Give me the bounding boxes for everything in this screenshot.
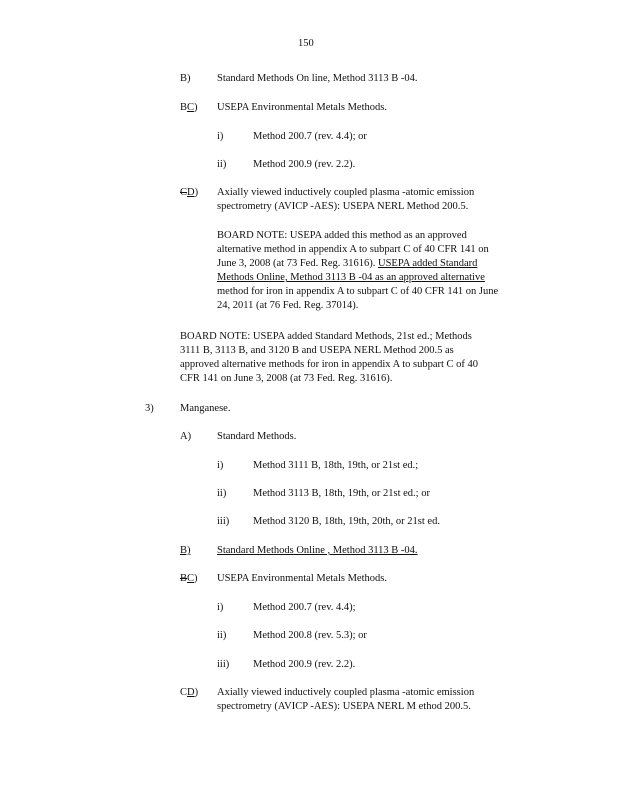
item-text-b: Standard Methods On line, Method 3113 B -04. [217,73,418,84]
board-note-line: 24, 2011 (at 76 Fed. Reg. 37014). [217,300,359,311]
deleted-letter: C [180,187,188,198]
item-label-cd [180,686,198,700]
section-title: Manganese. [180,403,231,414]
subitem-label: iii) [217,516,230,527]
item-label-bc [180,572,198,586]
subitem-label: i) [217,602,224,613]
item-text-line: spectrometry (AVICP -AES): USEPA NERL M ethod 200.5. [217,701,471,712]
subitem-text: Method 200.7 (rev. 4.4); or [253,131,367,142]
section-label: 3) [145,403,154,414]
board-note-text: June 3, 2008 (at 73 Fed. Reg. 31616). [217,258,378,269]
item-text-line: Axially viewed inductively coupled plasma -atomic emission [217,687,475,698]
subitem-label: i) [217,131,224,142]
item-text-bc: USEPA Environmental Metals Methods. [217,102,387,113]
subitem-text: Method 3111 B, 18th, 19th, or 21st ed.; [253,460,419,471]
inserted-letter: C [187,102,195,113]
label-paren: ) [194,187,199,198]
board-note-line: BOARD NOTE: USEPA added this method as an approved [217,230,467,241]
subitem-text: Method 3113 B, 18th, 19th, or 21st ed.; or [253,488,430,499]
subitem-label: ii) [217,159,227,170]
label-paren: ) [194,573,198,584]
board-note-line [217,257,477,271]
item-text: USEPA Environmental Metals Methods. [217,573,387,584]
inserted-item-text: Standard Methods Online , Method 3113 B -04. [217,545,418,556]
inserted-text: USEPA added Standard [377,258,478,269]
inserted-letter: C [187,573,195,584]
inserted-letter: D [187,187,195,198]
item-text-line: spectrometry (AVICP -AES): USEPA NERL Method 200.5. [217,201,469,212]
board-note-line: method for iron in appendix A to subpart C of 40 CFR 141 on June [217,286,499,297]
board-note-line: CFR 141 on June 3, 2008 (at 73 Fed. Reg. 31616). [180,373,393,384]
item-text-line: Axially viewed inductively coupled plasma -atomic emission [217,187,475,198]
board-note-line: approved alternative methods for iron in appendix A to subpart C of 40 [180,359,479,370]
subitem-label: i) [217,460,224,471]
subitem-text: Method 200.7 (rev. 4.4); [253,602,356,613]
board-note-line: BOARD NOTE: USEPA added Standard Methods, 21st ed.; Methods [180,331,472,342]
label-paren: ) [194,687,199,698]
inserted-letter: D [187,687,195,698]
deleted-letter: B [180,573,188,584]
board-note-line: alternative method in appendix A to subpart C of 40 CFR 141 on [217,244,489,255]
subitem-label: ii) [217,488,227,499]
subitem-text: Method 200.8 (rev. 5.3); or [253,630,367,641]
subitem-label: iii) [217,659,230,670]
subitem-label: ii) [217,630,227,641]
subitem-text: Method 3120 B, 18th, 19th, 20th, or 21st ed. [253,516,440,527]
subitem-text: Method 200.9 (rev. 2.2). [253,159,356,170]
board-note-line: 3111 B, 3113 B, and 3120 B and USEPA NERL Method 200.5 as [180,345,454,356]
page-number: 150 [298,38,314,49]
deleted-letter: B [180,102,188,113]
deleted-letter: C [180,687,188,698]
inserted-text-line: Methods Online, Method 3113 B -04 as an approved alternative [217,272,485,283]
item-label: A) [180,431,192,442]
item-text: Standard Methods. [217,431,297,442]
inserted-item-label: B) [180,545,191,556]
subitem-text: Method 200.9 (rev. 2.2). [253,659,356,670]
item-label-cd [180,186,198,200]
item-label-b: B) [180,73,191,84]
item-label-bc [180,101,198,115]
label-paren: ) [194,102,198,113]
